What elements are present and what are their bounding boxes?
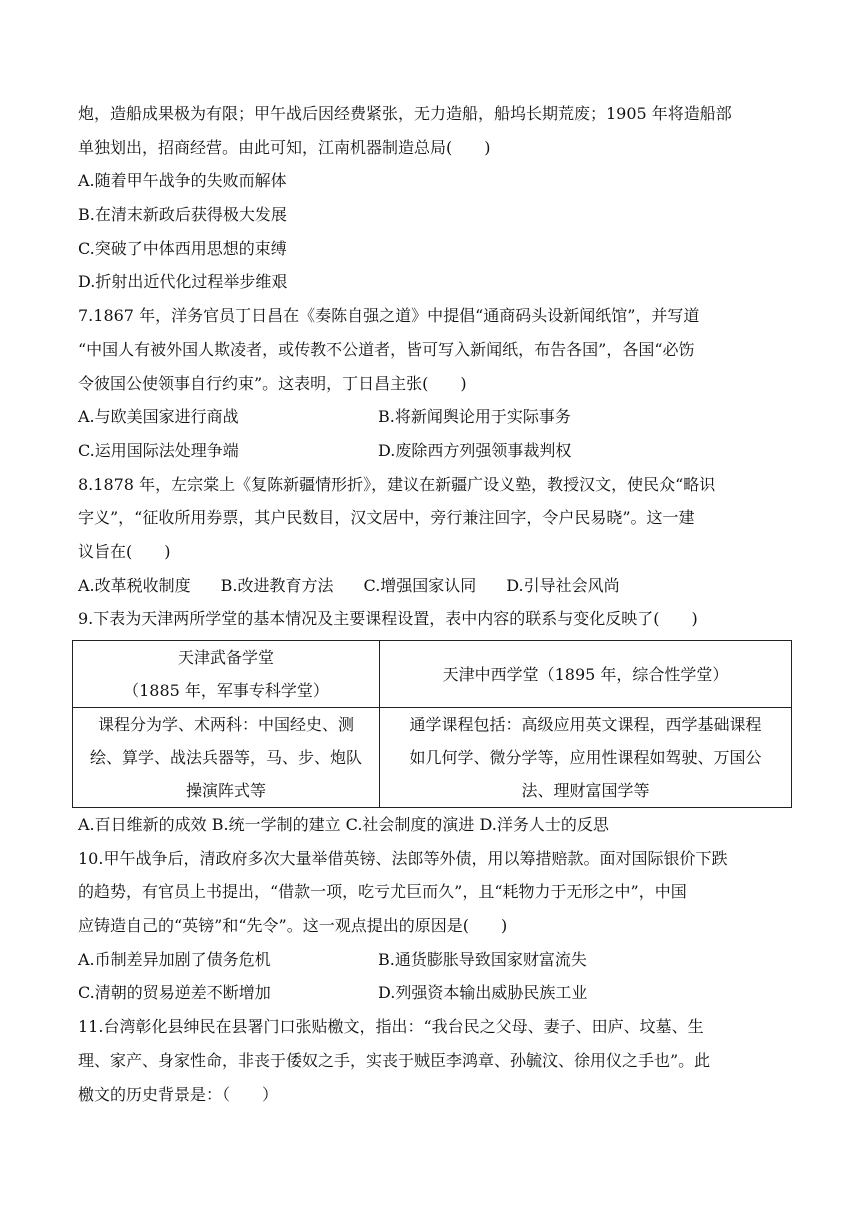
cell-line: 绘、算学、战法兵器等，马、步、炮队 — [89, 748, 362, 767]
q10-text-line: 10.甲午战争后，清政府多次大量举借英镑、法郎等外债，用以筹措赔款。面对国际银价下跌 — [78, 848, 728, 868]
q9-options-row: A.百日维新的成效 B.统一学制的建立 C.社会制度的演进 D.洋务人士的反思 — [78, 815, 609, 834]
q7-options-row — [78, 434, 792, 468]
q10-option-d: D.列强资本输出威胁民族工业 — [378, 983, 588, 1003]
q6-option-b: B.在清末新政后获得极大发展 — [78, 205, 287, 225]
q10-option-b: B.通货膨胀导致国家财富流失 — [378, 949, 587, 969]
q6-option-d: D.折射出近代化过程举步维艰 — [78, 272, 288, 292]
q9-text-line: 9.下表为天津两所学堂的基本情况及主要课程设置，表中内容的联系与变化反映了( ) — [78, 609, 698, 629]
q6-text-line: 单独划出，招商经营。由此可知，江南机器制造总局( ) — [78, 137, 491, 157]
q10-options-row — [78, 976, 792, 1010]
q6-text-line: 炮，造船成果极为有限；甲午战后因经费紧张，无力造船，船坞长期荒废；1905 年将造船部 — [78, 104, 732, 123]
exam-page — [78, 97, 792, 1111]
q8-option-d: D.引导社会风尚 — [506, 575, 620, 595]
q7-text-line: “中国人有被外国人欺凌者，或传教不公道者，皆可写入新闻纸，布告各国”，各国“必饬 — [78, 339, 695, 359]
q8-options-row — [78, 569, 792, 603]
header-line: 天津中西学堂（1895 年，综合性学堂） — [442, 664, 729, 684]
q8-text-line: 8.1878 年，左宗棠上《复陈新疆情形折》，建议在新疆广设义塾，教授汉文，使民众“略识 — [78, 474, 716, 494]
q8-option-b: B.改进教育方法 — [220, 575, 334, 595]
q7-option-c: C.运用国际法处理争端 — [78, 440, 239, 460]
q10-text-line: 的趋势，有官员上书提出，“借款一项，吃亏尤巨而久”，且“耗物力于无形之中”，中国 — [78, 882, 687, 902]
q10-option-a: A.币制差异加剧了债务危机 — [78, 949, 271, 969]
cell-line: 操演阵式等 — [185, 781, 266, 800]
q11-text-line: 11.台湾彰化县绅民在县署门口张贴檄文，指出：“我台民之父母、妻子、田庐、坟墓、生 — [78, 1017, 704, 1037]
q6-option-a: A.随着甲午战争的失败而解体 — [78, 171, 287, 191]
cell-line: 通学课程包括：高级应用英文课程，西学基础课程 — [409, 715, 762, 734]
q7-text-line: 7.1867 年，洋务官员丁日昌在《奏陈自强之道》中提倡“通商码头设新闻纸馆”，并写道 — [78, 306, 700, 326]
header-line: （1885 年，军事专科学堂） — [123, 681, 329, 700]
q10-option-c: C.清朝的贸易逆差不断增加 — [78, 983, 271, 1003]
table-body-cell — [73, 708, 380, 808]
q10-options-row — [78, 943, 792, 977]
q8-text-line: 议旨在( ) — [78, 541, 171, 561]
q8-option-a: A.改革税收制度 — [78, 575, 191, 595]
q10-text-line: 应铸造自己的“英镑”和“先令”。这一观点提出的原因是( ) — [78, 916, 508, 936]
q6-option-c: C.突破了中体西用思想的束缚 — [78, 238, 287, 258]
q7-option-d: D.废除西方列强领事裁判权 — [378, 440, 572, 460]
q8-option-c: C.增强国家认同 — [363, 575, 477, 595]
table-header-cell — [380, 641, 792, 708]
table-header-cell — [73, 641, 380, 708]
cell-line: 法、理财富国学等 — [521, 781, 650, 800]
q8-text-line: 字义”，“征收所用券票，其户民数目，汉文居中，旁行兼注回字，令户民易晓”。这一建 — [78, 508, 695, 528]
cell-line: 如几何学、微分学等，应用性课程如驾驶、万国公 — [409, 748, 762, 767]
cell-line: 课程分为学、术两科：中国经史、测 — [97, 715, 354, 734]
q9-table — [72, 640, 792, 808]
q7-option-b: B.将新闻舆论用于实际事务 — [378, 407, 571, 427]
q7-option-a: A.与欧美国家进行商战 — [78, 407, 239, 427]
table-body-cell — [380, 708, 792, 808]
q7-text-line: 令彼国公使领事自行约束”。这表明，丁日昌主张( ) — [78, 373, 467, 393]
header-line: 天津武备学堂 — [177, 648, 274, 667]
q11-text-line: 理、家产、身家性命，非丧于倭奴之手，实丧于贼臣李鸿章、孙毓汶、徐用仪之手也”。此 — [78, 1050, 711, 1070]
q11-text-line: 檄文的历史背景是：（ ） — [78, 1084, 279, 1104]
q7-options-row — [78, 400, 792, 434]
